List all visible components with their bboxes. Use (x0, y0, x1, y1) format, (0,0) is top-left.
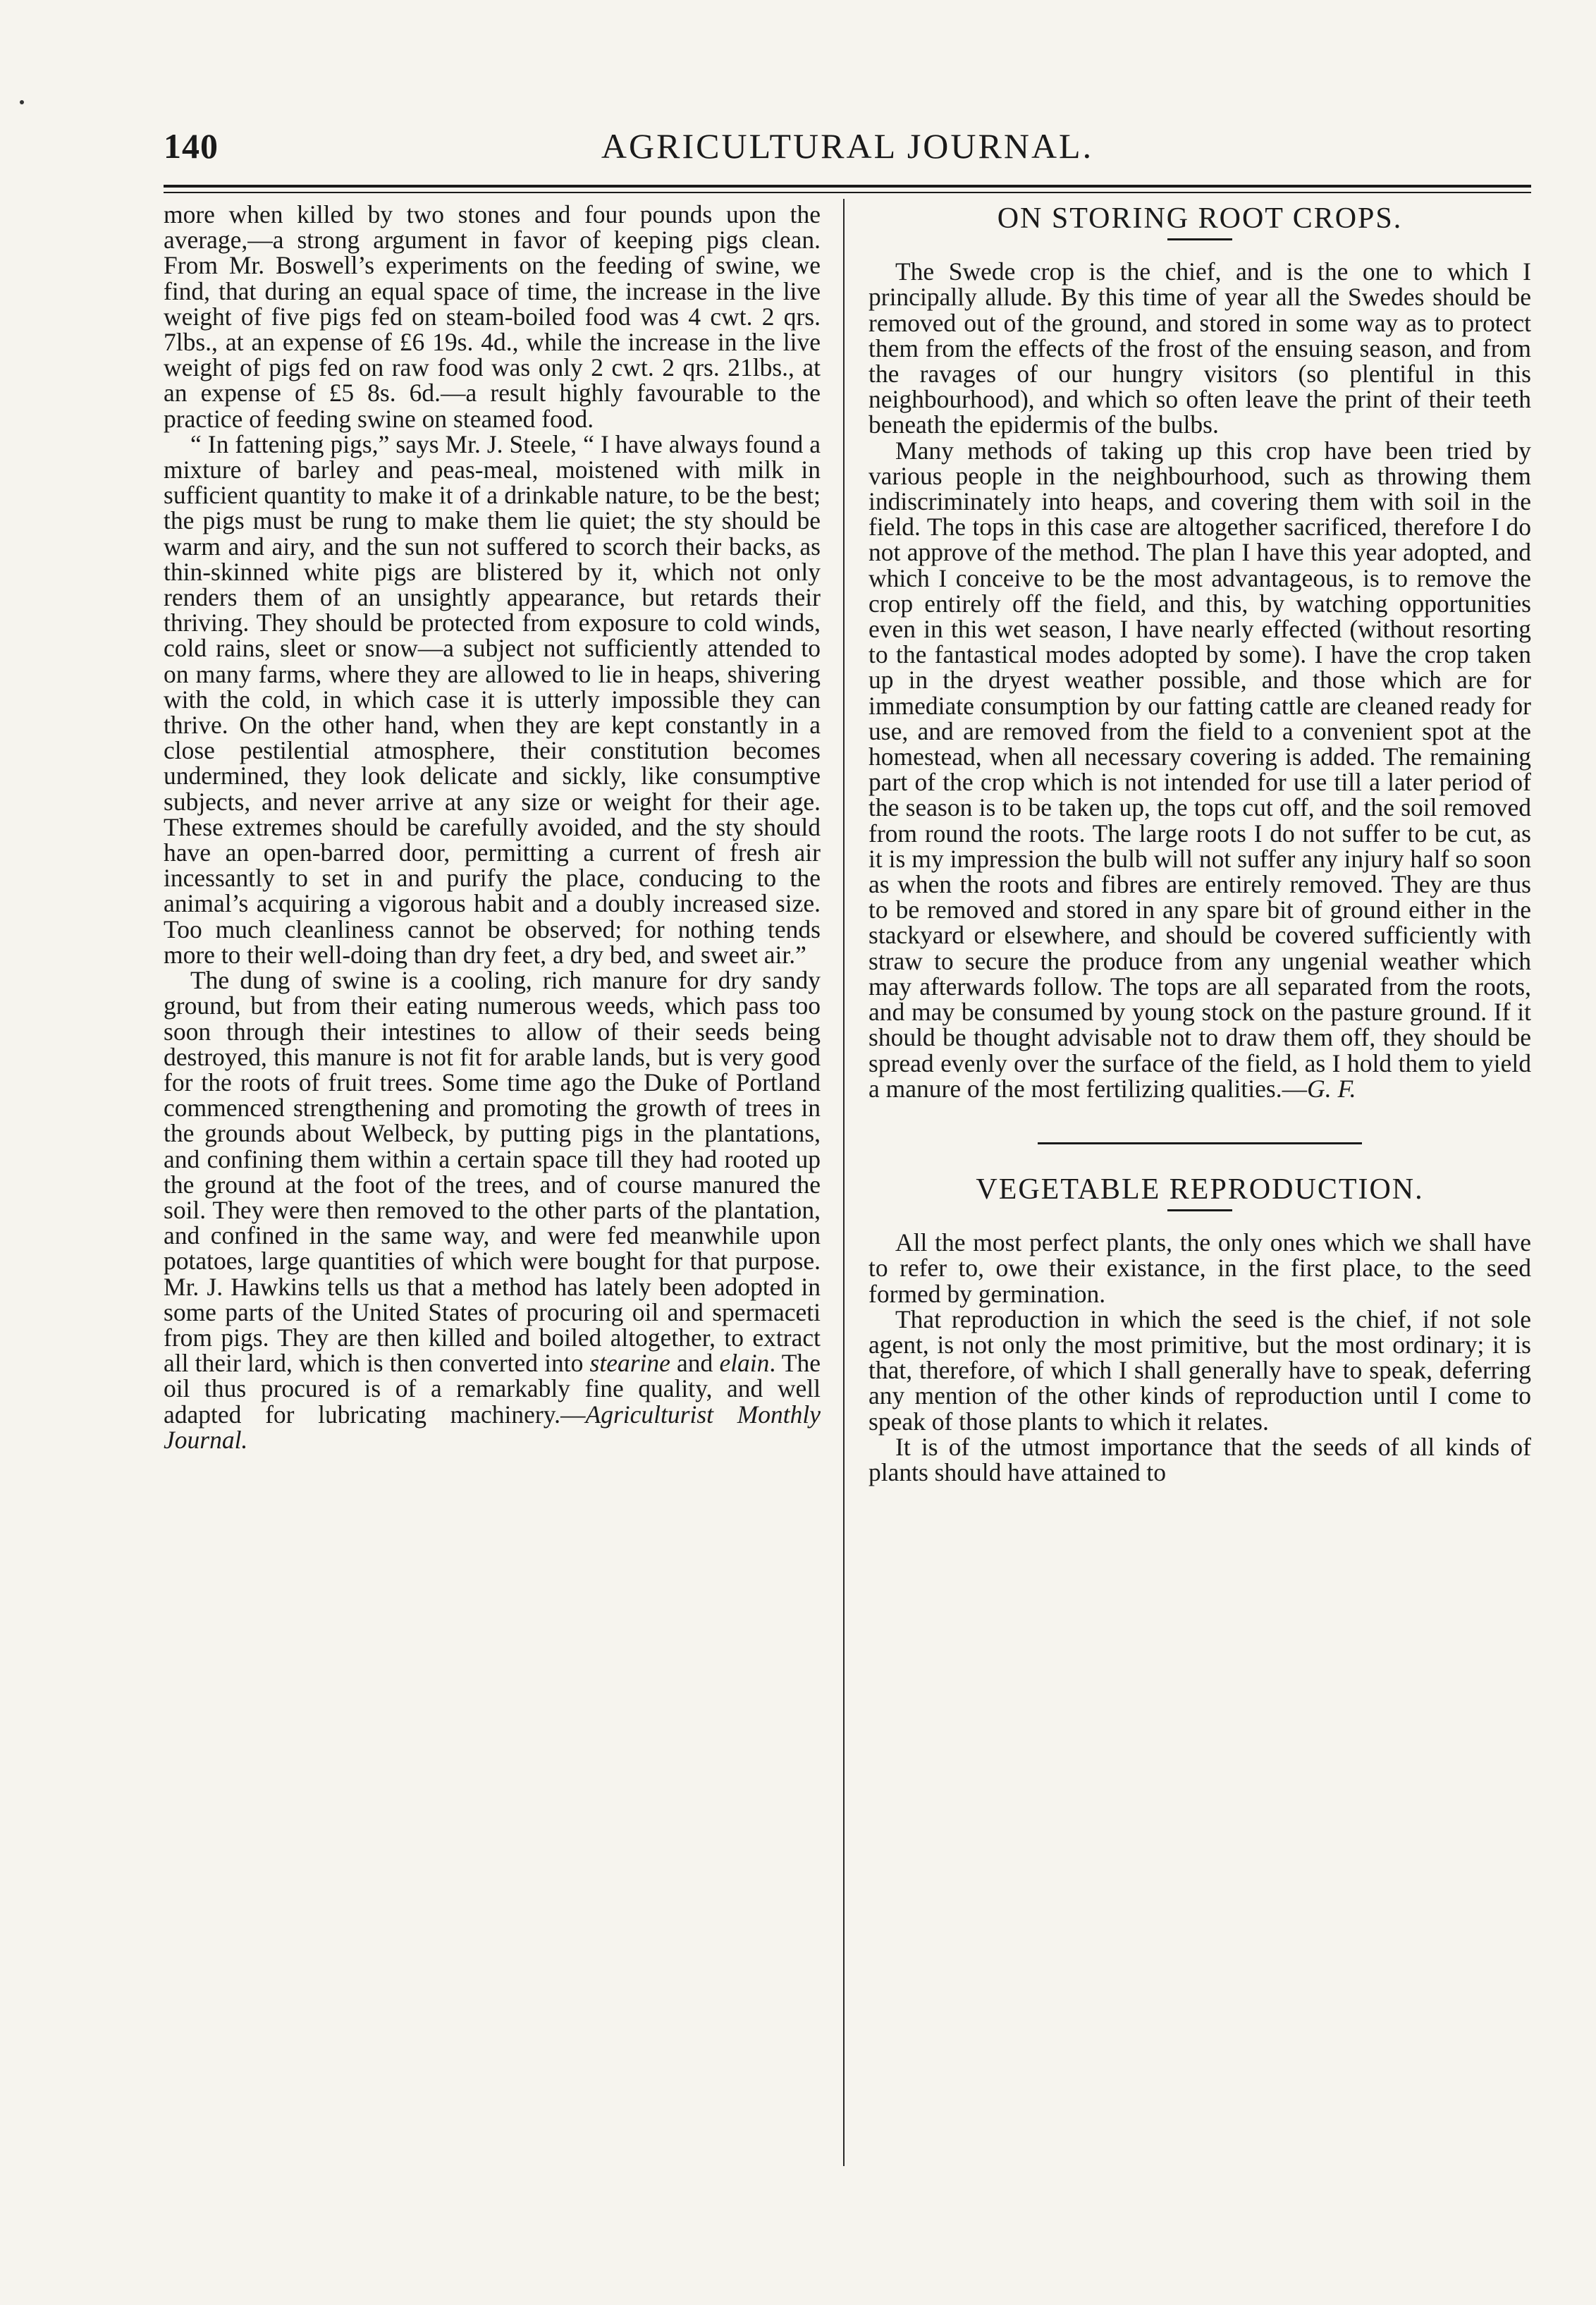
title-underline (1167, 1209, 1232, 1211)
section-title-root-crops: ON STORING ROOT CROPS. (997, 202, 1403, 235)
stearine-term: stearine (589, 1349, 670, 1378)
reproduction-paragraph-1: All the most perfect plants, the only ones which we shall have to refer to, owe their existance, in the first place, to the seed formed by germination. (868, 1228, 1531, 1308)
reproduction-paragraph-2: That reproduction in which the seed is the chief, if not sole agent, is not only the most primitive, but the most ordinary; it is that, therefore, of which I shall generally have to speak, deferring any mention of the other kinds of reproduction until I come to speak of those plants to which it relates. (868, 1304, 1531, 1436)
root-crops-paragraph-1: The Swede crop is the chief, and is the one to which I principally allude. By this time of year all the Swedes should be removed out of the ground, and stored in some way as to protect them from the effects of the frost of the ensuing season, and from the ravages of our hungry visitors (so plentiful in this neighbourhood), and which so often leave the print of their teeth beneath the epidermis of the bulbs. (868, 257, 1531, 439)
right-column (868, 202, 1531, 1485)
title-underline (1167, 238, 1232, 240)
reproduction-paragraph-3: It is of the utmost importance that the seeds of all kinds of plants should have attained to (868, 1432, 1531, 1486)
left-paragraph-3-end: . The oil thus procured is of a remarkably fine quality, and well adapted for lubricating machinery.— (164, 1349, 821, 1429)
left-paragraph-1: more when killed by two stones and four pounds upon the average,—a strong argument in favor of keeping pigs clean. From Mr. Boswell’s experiments on the feeding of swine, we find, that during an equal space of time, the increase in the live weight of five pigs fed on steam-boiled food was 4 cwt. 2 qrs. 7lbs., at an expense of £6 19s. 4d., while the increase in the live weight of pigs fed on raw food was only 2 cwt. 2 qrs. 21lbs., at an expense of £5 8s. 6d.—a result highly favourable to the practice of feeding swine on steamed food. (164, 200, 821, 433)
root-crops-paragraph-2-text: Many methods of taking up this crop have been tried by various people in the neighbourhood, such as throwing them indiscriminately into heaps, and covering them with soil in the field. The tops in this case are altogether sacrificed, therefore I do not approve of the method. The plan I have this year adopted, and which I conceive to be the most advantageous, is to remove the crop entirely off the field, and this, by watching opportunities even in this wet season, I have nearly effected (without resorting to the fantastical modes adopted by some). I have the crop taken up in the dryest weather possible, and those which are for immediate consumption by our fatting cattle are cleaned ready for use, and are removed from the field to a convenient spot at the homestead, when all necessary covering is added. The remaining part of the crop which is not intended for use till a later period of the season is to be taken up, the tops cut off, and the soil removed from round the roots. The large roots I do not suffer to be cut, as it is my impression the bulb will not suffer any injury half so soon as when the roots and fibres are entirely removed. They are thus to be removed and stored in any spare bit of ground either in the stackyard or elsewhere, and should be covered sufficiently with straw to secure the produce from any ungenial weather which may afterwards follow. The tops are all separated from the roots, and may be consumed by young stock on the pasture ground. If it should be thought advisable not to draw them off, they should be spread evenly over the surface of the field, as I hold them to yield a manure of the most fertilizing qualities.— (868, 436, 1531, 1103)
left-column (164, 202, 821, 1453)
header-rule-thin (164, 192, 1531, 193)
page-number: 140 (164, 126, 219, 166)
section-separator (1038, 1142, 1362, 1144)
left-paragraph-3 (164, 967, 821, 1453)
and-connector: and (670, 1349, 720, 1378)
page-header (164, 126, 1531, 182)
ink-speck (20, 100, 24, 104)
left-paragraph-3-text: The dung of swine is a cooling, rich manure for dry sandy ground, but from their eating numerous weeds, which pass too soon through their intestines to allow of their seeds being destroyed, this manure is not fit for arable lands, but is very good for the roots of fruit trees. Some time ago the Duke of Portland commenced strengthening and promoting the growth of trees in the grounds about Welbeck, by putting pigs in the plantations, and confining them within a certain space till they had rooted up the ground at the foot of the trees, and of course manured the soil. They were then removed to the other parts of the plantation, and confined in the same way, and were fed meanwhile upon potatoes, large quantities of which were bought for that purpose. Mr. J. Hawkins tells us that a method has lately been adopted in some parts of the United States of procuring oil and spermaceti from pigs. They are then killed and boiled altogether, to extract all their lard, which is then converted into (164, 966, 821, 1378)
column-divider (843, 199, 845, 2166)
root-crops-paragraph-2 (868, 438, 1531, 1101)
left-paragraph-2: “ In fattening pigs,” says Mr. J. Steele, “ I have always found a mixture of barley and peas-meal, moistened with milk in sufficient quantity to make it of a drinkable nature, to be the best; the pigs must be rung to make them lie quiet; the sty should be warm and airy, and the sun not suffered to scorch their backs, as thin-skinned white pigs are blistered by it, which not only renders them of an unsightly appearance, but retards their thriving. They should be protected from exposure to cold winds, cold rains, sleet or snow—a subject not sufficiently attended to on many farms, where they are allowed to lie in heaps, shivering with the cold, in which case it is utterly impossible they can thrive. On the other hand, when they are kept constantly in a close pestilential atmosphere, their constitution becomes undermined, they look delicate and sickly, like consumptive subjects, and never arrive at any size or weight for their age. These extremes should be carefully avoided, and the sty should have an open-barred door, permitting a current of fresh air incessantly to set in and purify the place, conducing to the animal’s acquiring a vigorous habit and a doubly increased size. Too much cleanliness cannot be observed; for nothing tends more to their well-doing than dry feet, a dry bed, and sweet air.” (164, 429, 821, 969)
header-rule-thick (164, 185, 1531, 188)
section-title-vegetable-reproduction: VEGETABLE REPRODUCTION. (976, 1173, 1424, 1206)
author-signature: G. F. (1307, 1074, 1356, 1103)
elain-term: elain (719, 1349, 770, 1378)
journal-title: AGRICULTURAL JOURNAL. (601, 126, 1094, 166)
source-citation: Agriculturist Monthly Journal. (164, 1400, 821, 1454)
